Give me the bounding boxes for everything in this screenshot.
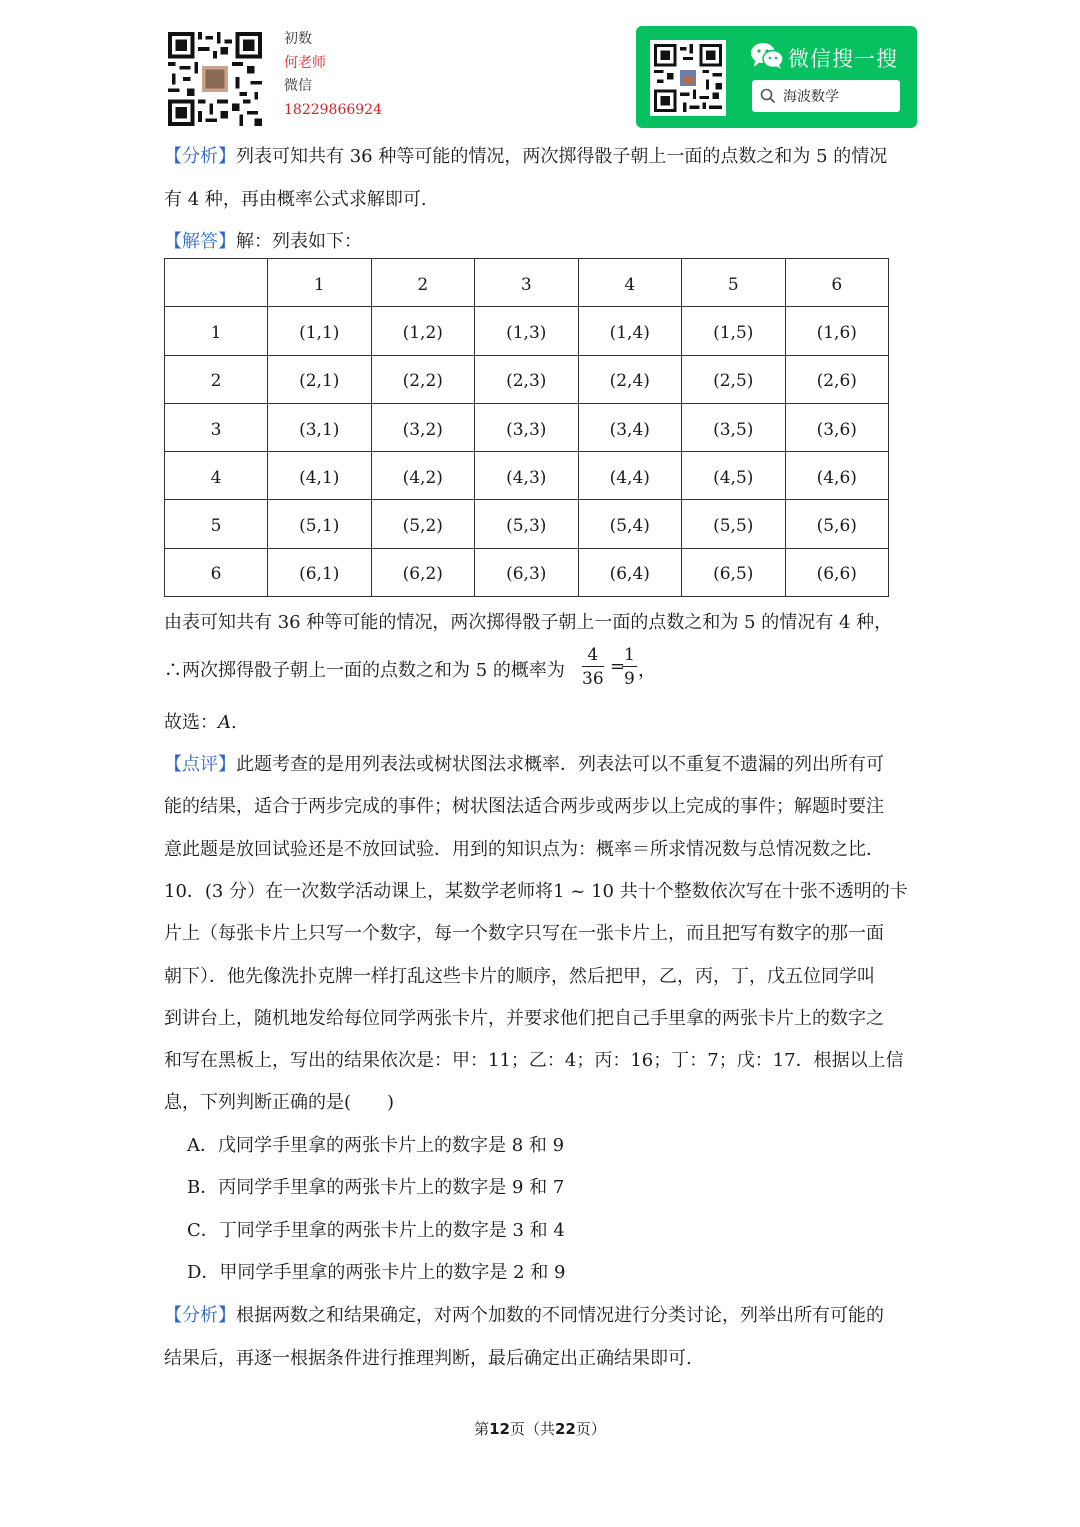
wechat-search-text: 海波数学 bbox=[783, 89, 839, 105]
answer-text: 解：列表如下： bbox=[236, 231, 362, 252]
table-cell: 4 bbox=[165, 452, 268, 500]
contact-line-4: 18229866924 bbox=[284, 101, 382, 118]
question-line-2: 片上（每张卡片上只写一个数字，每一个数字只写在一张卡片上，而且把写有数字的那一面 bbox=[164, 923, 884, 944]
outcome-table bbox=[164, 258, 889, 597]
table-cell: (3,4) bbox=[578, 403, 682, 451]
table-cell: (6,2) bbox=[371, 548, 475, 596]
table-cell: (4,3) bbox=[475, 452, 579, 500]
table-cell: (6,4) bbox=[578, 548, 682, 596]
table-cell: 1 bbox=[268, 259, 372, 307]
table-cell: (3,1) bbox=[268, 403, 372, 451]
analysis-1-line-1 bbox=[164, 142, 887, 168]
table-cell: (6,3) bbox=[475, 548, 579, 596]
table-cell: (6,5) bbox=[682, 548, 786, 596]
analysis-1-line-2: 有 4 种，再由概率公式求解即可. bbox=[164, 189, 427, 210]
table-cell: (4,4) bbox=[578, 452, 682, 500]
choice-line bbox=[164, 708, 237, 734]
wechat-search-banner[interactable] bbox=[636, 26, 917, 128]
table-cell: (1,5) bbox=[682, 307, 786, 355]
table-row bbox=[165, 500, 889, 548]
table-cell: (2,4) bbox=[578, 355, 682, 403]
table-cell: (4,1) bbox=[268, 452, 372, 500]
table-cell: (3,2) bbox=[371, 403, 475, 451]
wechat-logo-icon bbox=[750, 42, 784, 70]
wechat-search-input[interactable] bbox=[752, 80, 900, 112]
question-line-3: 朝下）．他先像洗扑克牌一样打乱这些卡片的顺序，然后把甲，乙，丙，丁，戊五位同学叫 bbox=[164, 966, 875, 987]
table-cell: (5,6) bbox=[785, 500, 889, 548]
answer-tag: 【解答】 bbox=[164, 231, 236, 252]
conclusion-line-2: ∴两次掷得骰子朝上一面的点数之和为 5 的概率为 bbox=[164, 660, 565, 681]
wechat-search-title: 微信搜一搜 bbox=[788, 47, 898, 71]
contact-line-1: 初数 bbox=[284, 31, 312, 47]
fraction-numerator: 4 bbox=[582, 644, 604, 667]
comment-line-2: 能的结果，适合于两步完成的事件；树状图法适合两步或两步以上完成的事件；解题时要注 bbox=[164, 796, 884, 817]
option-d: D．甲同学手里拿的两张卡片上的数字是 2 和 9 bbox=[187, 1262, 566, 1283]
fraction-numerator: 1 bbox=[624, 645, 635, 665]
contact-info bbox=[284, 28, 382, 122]
table-cell: (5,1) bbox=[268, 500, 372, 548]
table-cell: (4,6) bbox=[785, 452, 889, 500]
table-cell: (2,5) bbox=[682, 355, 786, 403]
analysis-2-line-1 bbox=[164, 1301, 884, 1327]
page-footer bbox=[0, 1418, 1080, 1439]
footer-suffix: 页） bbox=[575, 1420, 606, 1438]
answer-line bbox=[164, 227, 362, 253]
qr-code-right bbox=[650, 40, 726, 116]
conclusion-line-2-suffix: ， bbox=[638, 660, 656, 681]
fraction-4-36 bbox=[582, 644, 604, 691]
choice-prefix: 故选： bbox=[164, 712, 218, 733]
table-cell: 6 bbox=[165, 548, 268, 596]
footer-total-pages: 22 bbox=[555, 1420, 576, 1438]
table-cell: (5,5) bbox=[682, 500, 786, 548]
footer-page-number: 12 bbox=[489, 1420, 510, 1438]
table-row bbox=[165, 355, 889, 403]
table-cell: 4 bbox=[578, 259, 682, 307]
table-cell: (1,1) bbox=[268, 307, 372, 355]
search-icon bbox=[760, 88, 776, 104]
footer-prefix: 第 bbox=[474, 1420, 490, 1438]
table-header-row bbox=[165, 259, 889, 307]
table-cell: (2,1) bbox=[268, 355, 372, 403]
table-cell: (6,1) bbox=[268, 548, 372, 596]
table-row bbox=[165, 548, 889, 596]
table-cell: 5 bbox=[165, 500, 268, 548]
comment-text-1: 此题考查的是用列表法或树状图法求概率．列表法可以不重复不遗漏的列出所有可 bbox=[236, 754, 884, 775]
table-row bbox=[165, 403, 889, 451]
table-cell: (5,4) bbox=[578, 500, 682, 548]
analysis-2-text-1: 根据两数之和结果确定，对两个加数的不同情况进行分类讨论，列举出所有可能的 bbox=[236, 1305, 884, 1326]
table-cell: (2,3) bbox=[475, 355, 579, 403]
fraction-denominator: 9 bbox=[624, 669, 635, 689]
table-cell: 5 bbox=[682, 259, 786, 307]
fraction-1-9 bbox=[622, 644, 637, 691]
conclusion-line-1: 由表可知共有 36 种等可能的情况，两次掷得骰子朝上一面的点数之和为 5 的情况有 4 种， bbox=[164, 612, 893, 633]
table-cell: (1,3) bbox=[475, 307, 579, 355]
table-cell: (5,2) bbox=[371, 500, 475, 548]
table-cell: 1 bbox=[165, 307, 268, 355]
table-cell: (1,2) bbox=[371, 307, 475, 355]
table-cell: 6 bbox=[785, 259, 889, 307]
table-cell: (2,6) bbox=[785, 355, 889, 403]
table-cell: 2 bbox=[165, 355, 268, 403]
fraction-denominator: 36 bbox=[582, 669, 604, 689]
table-cell: (3,3) bbox=[475, 403, 579, 451]
table-cell: (4,2) bbox=[371, 452, 475, 500]
question-line-6: 息，下列判断正确的是( ) bbox=[164, 1092, 395, 1113]
table-cell: (1,4) bbox=[578, 307, 682, 355]
table-cell: (6,6) bbox=[785, 548, 889, 596]
table-cell: 2 bbox=[371, 259, 475, 307]
table-cell: (3,5) bbox=[682, 403, 786, 451]
footer-middle: 页（共 bbox=[509, 1420, 555, 1438]
option-c: C．丁同学手里拿的两张卡片上的数字是 3 和 4 bbox=[187, 1220, 565, 1241]
question-line-1: 10．(3 分）在一次数学活动课上，某数学老师将1 ~ 10 共十个整数依次写在十张不透明的卡 bbox=[164, 881, 908, 902]
comment-line-3: 意此题是放回试验还是不放回试验．用到的知识点为：概率＝所求情况数与总情况数之比． bbox=[164, 839, 884, 860]
table-cell: (1,6) bbox=[785, 307, 889, 355]
comment-tag: 【点评】 bbox=[164, 754, 236, 775]
qr-code-left bbox=[168, 32, 262, 126]
contact-line-2: 何老师 bbox=[284, 54, 326, 71]
question-line-5: 和写在黑板上，写出的结果依次是：甲：11；乙：4；丙：16；丁：7；戊：17．根据以上信 bbox=[164, 1050, 904, 1071]
choice-suffix: . bbox=[231, 712, 237, 733]
table-cell bbox=[165, 259, 268, 307]
comment-line-1 bbox=[164, 750, 884, 776]
option-b: B．丙同学手里拿的两张卡片上的数字是 9 和 7 bbox=[187, 1177, 565, 1198]
table-cell: (5,3) bbox=[475, 500, 579, 548]
table-row bbox=[165, 307, 889, 355]
choice-letter: A bbox=[218, 712, 231, 733]
table-cell: (2,2) bbox=[371, 355, 475, 403]
analysis-2-line-2: 结果后，再逐一根据条件进行推理判断，最后确定出正确结果即可. bbox=[164, 1348, 692, 1369]
option-a: A．戊同学手里拿的两张卡片上的数字是 8 和 9 bbox=[187, 1135, 565, 1156]
analysis-tag: 【分析】 bbox=[164, 1305, 236, 1326]
table-cell: 3 bbox=[475, 259, 579, 307]
equals-sign: = bbox=[610, 656, 626, 677]
table-cell: (3,6) bbox=[785, 403, 889, 451]
analysis-1-text-1: 列表可知共有 36 种等可能的情况，两次掷得骰子朝上一面的点数之和为 5 的情况 bbox=[236, 146, 888, 167]
table-cell: (4,5) bbox=[682, 452, 786, 500]
analysis-tag: 【分析】 bbox=[164, 146, 236, 167]
contact-line-3: 微信 bbox=[284, 78, 312, 94]
question-line-4: 到讲台上，随机地发给每位同学两张卡片，并要求他们把自己手里拿的两张卡片上的数字之 bbox=[164, 1008, 884, 1029]
table-row bbox=[165, 452, 889, 500]
table-cell: 3 bbox=[165, 403, 268, 451]
